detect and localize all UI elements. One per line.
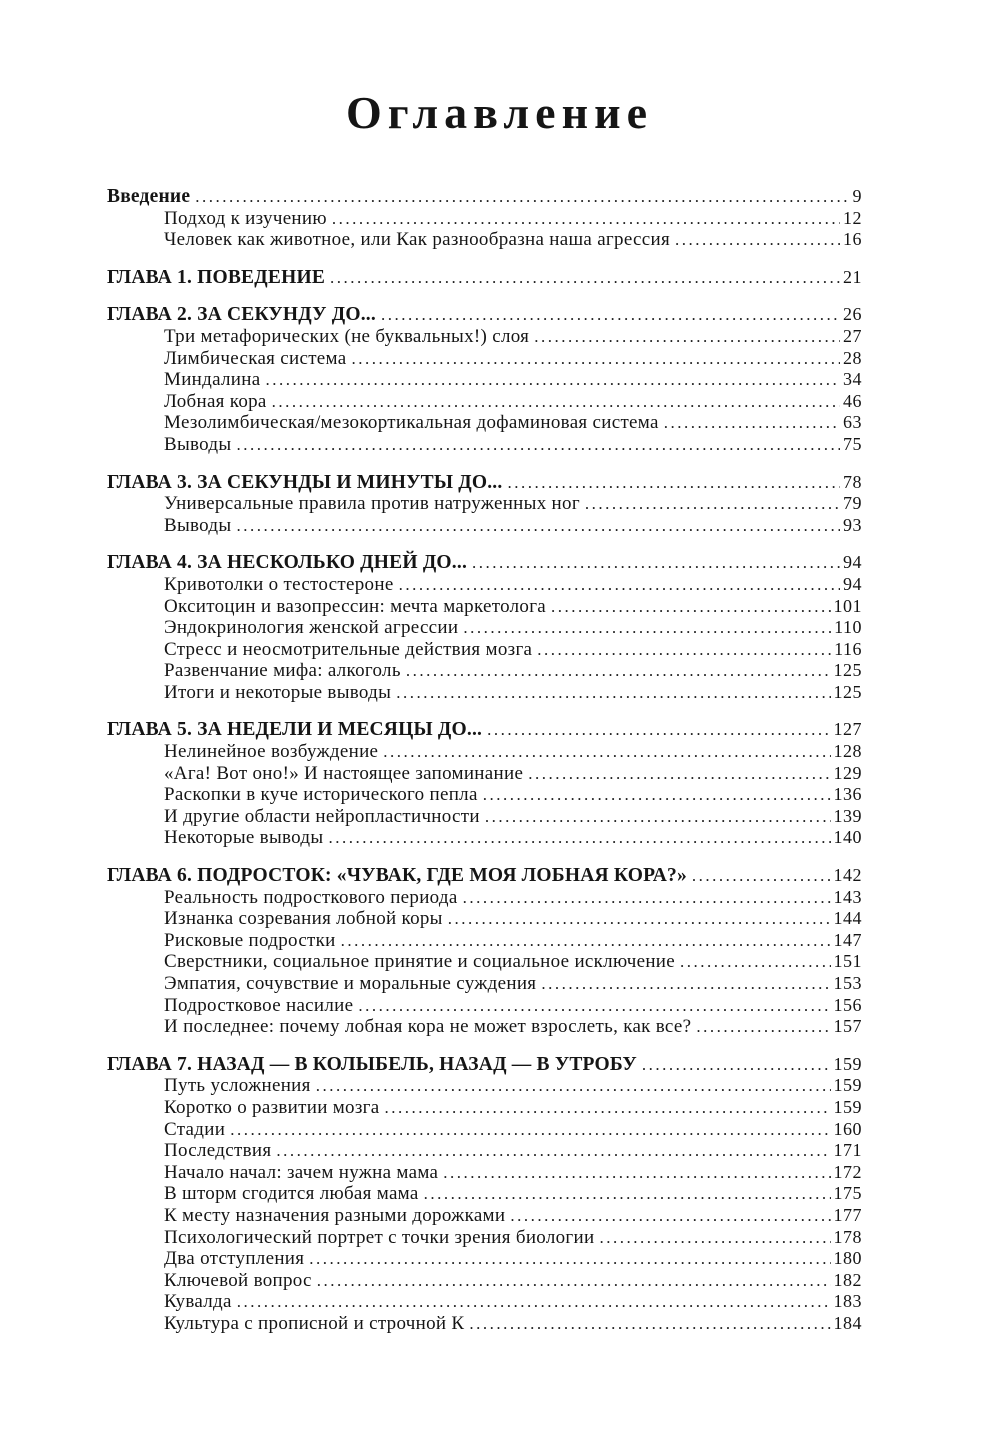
toc-chapter-entry-page-number: 26 [843,304,862,325]
dot-leader [696,1016,830,1038]
toc-sub-entry-label: Мезолимбическая/мезокортикальная дофаминовая система [164,412,659,434]
dot-leader [328,827,830,849]
toc-sub-entry [107,1205,862,1227]
toc-sub-entry [107,391,862,413]
dot-leader [485,806,831,828]
dot-leader [265,369,840,391]
toc-sub-entry-page-number: 94 [843,573,862,594]
toc-sub-entry-label: Эмпатия, сочувствие и моральные суждения [164,973,537,994]
toc-chapter-entry [107,865,862,887]
toc-sub-entry-label: Подростковое насилие [164,994,354,1016]
toc-sub-entry [107,369,862,391]
toc-sub-entry-page-number: 12 [843,207,862,228]
toc-sub-entry-label: Кувалда [164,1291,232,1313]
toc-sub-entry [107,229,862,251]
toc-chapter-entry-label: Введение [107,186,191,207]
toc-sub-entry [107,1270,862,1292]
toc-sub-entry-page-number: 93 [843,514,862,535]
toc-sub-entry [107,326,862,348]
toc-sub-entry [107,682,862,704]
dot-leader [276,1140,830,1162]
toc-sub-entry-label: Миндалина [164,369,261,391]
toc-chapter-entry-label: ГЛАВА 5. ЗА НЕДЕЛИ И МЕСЯЦЫ ДО... [107,719,483,741]
toc-sub-entry-page-number: 27 [843,325,862,346]
toc-sub-entry-page-number: 175 [833,1183,862,1204]
toc-sub-entry [107,617,862,639]
toc-sub-entry [107,887,862,909]
toc-sub-entry-label: Кривотолки о тестостероне [164,573,394,595]
toc-sub-entry [107,515,862,537]
toc-sub-entry-page-number: 75 [843,433,862,454]
dot-leader [396,682,830,704]
dot-leader [272,391,840,413]
dot-leader [541,973,830,995]
toc-sub-entry-page-number: 157 [833,1016,862,1037]
toc-sub-entry-label: Окситоцин и вазопрессин: мечта маркетолога [164,595,547,617]
toc-chapter-entry-page-number: 78 [843,471,862,492]
toc-sub-entry-page-number: 147 [833,929,862,950]
toc-sub-entry [107,806,862,828]
toc-sub-entry-page-number: 172 [833,1161,862,1182]
toc-sub-entry-label: Три метафорических (не буквальных!) слоя [164,325,530,347]
toc-sub-entry-label: Путь усложнения [164,1075,311,1097]
dot-leader [692,865,831,887]
toc-sub-entry [107,1140,862,1162]
toc-sub-entry-page-number: 34 [843,369,862,390]
dot-leader [483,784,831,806]
toc-sub-entry [107,1016,862,1038]
toc-sub-entry-page-number: 16 [843,229,862,250]
toc-section [107,186,862,251]
toc-sub-entry-label: Лобная кора [164,390,267,412]
toc-sub-entry-label: Стресс и неосмотрительные действия мозга [164,638,533,660]
toc-sub-entry-page-number: 156 [833,994,862,1015]
dot-leader [236,515,840,537]
dot-leader [510,1205,830,1227]
dot-leader [332,208,840,230]
toc-sub-entry [107,1162,862,1184]
dot-leader [230,1119,830,1141]
dot-leader [443,1162,830,1184]
dot-leader [551,596,830,618]
toc-sub-entry-page-number: 63 [843,412,862,433]
dot-leader [487,719,830,741]
toc-sub-entry [107,930,862,952]
toc-sub-entry-page-number: 171 [833,1140,862,1161]
toc-sub-entry-label: Нелинейное возбуждение [164,741,379,763]
toc-sub-entry [107,741,862,763]
page-title: Оглавление [345,87,654,138]
toc-sub-entry-page-number: 153 [833,973,862,993]
toc-sub-entry-page-number: 143 [833,886,862,907]
toc-sub-entry-label: Реальность подросткового периода [164,886,458,908]
toc-sub-entry-label: Изнанка созревания лобной коры [164,908,443,930]
toc-sub-entry [107,434,862,456]
dot-leader [351,348,840,370]
toc-sub-entry-label: Универсальные правила против натруженных ног [164,493,580,515]
toc-sub-entry [107,1291,862,1313]
toc-sub-entry-page-number: 159 [833,1075,862,1096]
toc-sub-entry [107,208,862,230]
toc-sub-entry-label: Начало начал: зачем нужна мама [164,1161,439,1183]
dot-leader [528,763,830,785]
toc-sub-entry [107,784,862,806]
toc-chapter-entry-page-number: 94 [843,552,862,573]
dot-leader [537,639,831,661]
toc-sub-entry-page-number: 140 [833,827,862,848]
toc-sub-entry [107,995,862,1017]
toc-section [107,267,862,289]
toc-sub-entry-label: Человек как животное, или Как разнообразна наша агрессия [164,229,671,251]
dot-leader [507,472,840,494]
dot-leader [469,1313,830,1335]
toc-chapter-entry-page-number: 127 [833,719,862,740]
toc-sub-entry-label: Психологический портрет с точки зрения биологии [164,1226,595,1248]
toc-sub-entry-page-number: 160 [833,1118,862,1139]
toc-chapter-entry [107,552,862,574]
toc-chapter-entry-label: ГЛАВА 3. ЗА СЕКУНДЫ И МИНУТЫ ДО... [107,471,503,493]
toc-sub-entry-page-number: 159 [833,1096,862,1117]
toc-sub-entry-label: Последствия [164,1140,272,1162]
toc-sub-entry-page-number: 178 [833,1226,862,1247]
toc-sub-entry-page-number: 177 [833,1204,862,1225]
toc-chapter-entry-label: ГЛАВА 6. ПОДРОСТОК: «ЧУВАК, ГДЕ МОЯ ЛОБНАЯ КОРА?» [107,865,687,887]
dot-leader [383,741,830,763]
toc-sub-entry [107,412,862,434]
toc-sub-entry [107,1097,862,1119]
toc-chapter-entry-page-number: 21 [843,266,862,287]
toc-sub-entry-page-number: 183 [833,1291,862,1312]
toc-sub-entry [107,596,862,618]
toc-sub-entry [107,1227,862,1249]
toc-sub-entry [107,1248,862,1270]
dot-leader [381,304,840,326]
toc-chapter-entry-page-number: 9 [852,186,862,206]
dot-leader [463,617,831,639]
toc-sub-entry-label: Коротко о развитии мозга [164,1096,380,1118]
toc-sub-entry-label: Лимбическая система [164,347,347,369]
toc-sub-entry-page-number: 184 [833,1312,862,1333]
toc-sub-entry [107,1313,862,1335]
toc-sub-entry-page-number: 136 [833,784,862,805]
toc-sub-entry-label: Культура с прописной и строчной К [164,1312,465,1334]
toc-chapter-entry-page-number: 142 [833,865,862,886]
toc-sub-entry-label: Выводы [164,514,232,536]
toc-sub-entry-label: В шторм сгодится любая мама [164,1183,419,1205]
toc-sub-entry-page-number: 110 [834,617,862,638]
toc-sub-entry [107,951,862,973]
toc-sub-entry [107,763,862,785]
toc-sub-entry-label: Стадии [164,1118,226,1140]
toc-chapter-entry [107,1054,862,1076]
dot-leader [534,326,840,348]
dot-leader [642,1054,831,1076]
toc-chapter-entry-page-number: 159 [833,1053,862,1074]
dot-leader [309,1248,830,1270]
toc-sub-entry-page-number: 46 [843,390,862,411]
toc-chapter-entry-label: ГЛАВА 2. ЗА СЕКУНДУ ДО... [107,304,376,326]
dot-leader [664,412,840,434]
toc-section [107,552,862,703]
toc-sub-entry [107,1183,862,1205]
toc-sub-entry-label: Рисковые подростки [164,929,336,951]
dot-leader [675,229,840,251]
dot-leader [599,1227,830,1249]
toc-sub-entry-label: Выводы [164,433,232,455]
toc-sub-entry [107,908,862,930]
toc-sub-entry [107,1075,862,1097]
toc-sub-entry-page-number: 129 [833,762,862,783]
toc-chapter-entry [107,719,862,741]
dot-leader [330,267,840,289]
toc-sub-entry-label: И последнее: почему лобная кора не может взрослеть, как все? [164,1016,692,1038]
toc-sub-entry [107,574,862,596]
toc-chapter-entry-label: ГЛАВА 4. ЗА НЕСКОЛЬКО ДНЕЙ ДО... [107,552,468,574]
toc-sub-entry-label: «Ага! Вот оно!» И настоящее запоминание [164,762,524,784]
toc-sub-entry [107,639,862,661]
toc-sub-entry-page-number: 79 [843,493,862,514]
toc-sub-entry-label: Итоги и некоторые выводы [164,681,392,703]
toc-sub-entry-label: Некоторые выводы [164,827,324,849]
toc-list [107,186,862,1335]
dot-leader [472,552,840,574]
toc-section [107,472,862,537]
toc-sub-entry-page-number: 151 [833,951,862,972]
toc-chapter-entry [107,267,862,289]
toc-sub-entry-label: Сверстники, социальное принятие и социальное исключение [164,951,675,973]
toc-sub-entry-label: И другие области нейропластичности [164,805,480,827]
dot-leader [384,1097,830,1119]
toc-section [107,1054,862,1335]
toc-sub-entry-page-number: 139 [833,805,862,826]
toc-sub-entry-page-number: 180 [833,1248,862,1269]
toc-sub-entry-label: Два отступления [164,1248,305,1270]
toc-sub-entry [107,493,862,515]
toc-section [107,865,862,1038]
toc-sub-entry [107,1119,862,1141]
dot-leader [585,493,840,515]
toc-section [107,719,862,849]
toc-sub-entry-label: К месту назначения разными дорожками [164,1204,506,1226]
toc-sub-entry [107,348,862,370]
dot-leader [424,1183,831,1205]
toc-sub-entry-page-number: 125 [833,660,862,681]
toc-sub-entry-page-number: 125 [833,681,862,702]
dot-leader [341,930,831,952]
toc-sub-entry-page-number: 128 [833,741,862,762]
toc-chapter-entry-label: ГЛАВА 7. НАЗАД — В КОЛЫБЕЛЬ, НАЗАД — В УТРОБУ [107,1053,637,1075]
dot-leader [680,951,831,973]
dot-leader [195,186,849,208]
toc-sub-entry-page-number: 116 [834,638,862,659]
toc-sub-entry-page-number: 28 [843,347,862,368]
toc-sub-entry-label: Эндокринология женской агрессии [164,617,459,639]
toc-sub-entry-page-number: 144 [833,908,862,929]
toc-sub-entry-label: Раскопки в куче исторического пепла [164,784,478,806]
toc-sub-entry [107,973,862,995]
toc-sub-entry-page-number: 101 [833,595,862,616]
dot-leader [406,660,831,682]
toc-sub-entry-label: Ключевой вопрос [164,1269,312,1291]
dot-leader [317,1270,831,1292]
toc-chapter-entry [107,304,862,326]
dot-leader [237,1291,831,1313]
toc-chapter-entry-label: ГЛАВА 1. ПОВЕДЕНИЕ [107,266,326,288]
toc-chapter-entry [107,472,862,494]
dot-leader [448,908,831,930]
toc-sub-entry-label: Развенчание мифа: алкоголь [164,660,401,682]
toc-section [107,304,862,455]
dot-leader [236,434,840,456]
dot-leader [399,574,840,596]
toc-chapter-entry [107,186,862,208]
dot-leader [463,887,831,909]
toc-sub-entry-label: Подход к изучению [164,207,327,229]
toc-sub-entry [107,827,862,849]
dot-leader [358,995,830,1017]
toc-sub-entry-page-number: 182 [833,1269,862,1290]
dot-leader [316,1075,831,1097]
toc-sub-entry [107,660,862,682]
